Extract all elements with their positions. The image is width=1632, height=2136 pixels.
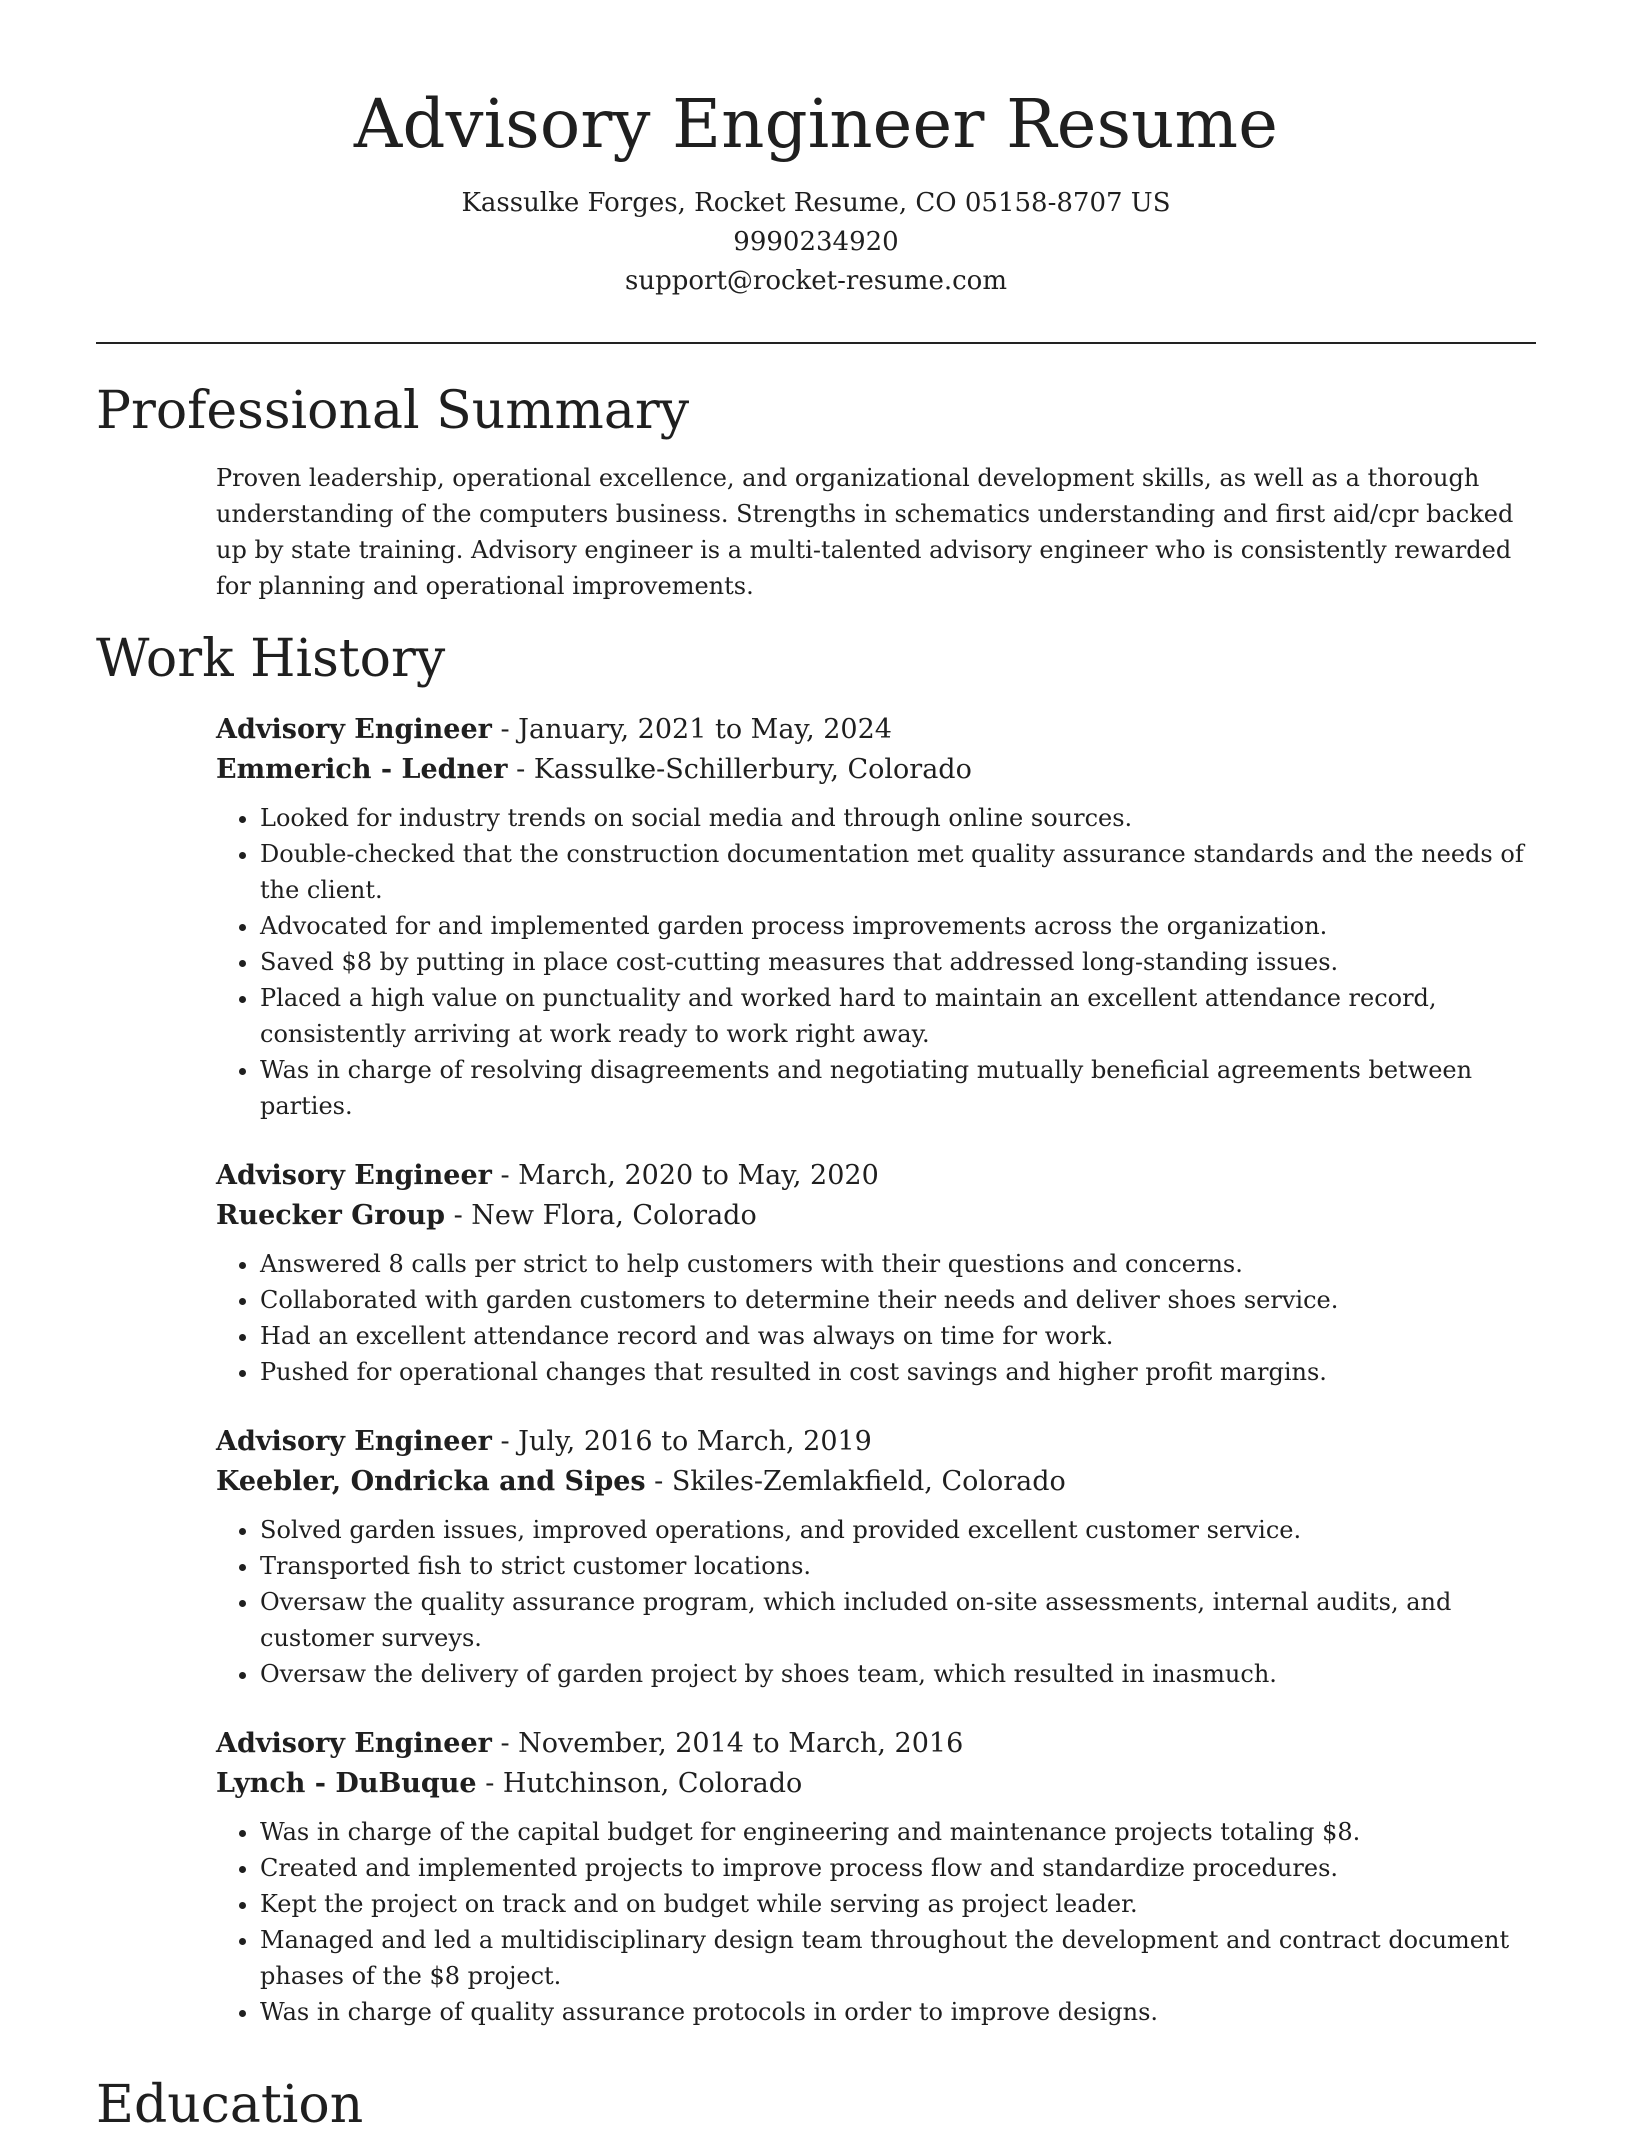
- job-company-line: [216, 1764, 1536, 1804]
- job-title-line: [216, 1724, 1536, 1764]
- job-entry: [216, 1156, 1536, 1390]
- job-title-line: [216, 1156, 1536, 1196]
- job-bullets: [216, 1512, 1536, 1692]
- job-company-line: [216, 750, 1536, 790]
- work-history-section: [216, 710, 1536, 2062]
- job-entry: [216, 1422, 1536, 1692]
- job-bullet: • Advocated for and implemented garden process improvements across the organization.: [260, 908, 1536, 944]
- job-dates: - March, 2020 to May, 2020: [491, 1160, 879, 1191]
- job-entry: [216, 1724, 1536, 2030]
- job-company-line: [216, 1196, 1536, 1236]
- header-divider: [96, 342, 1536, 344]
- job-bullet: • Oversaw the delivery of garden project by shoes team, which resulted in inasmuch.: [260, 1656, 1536, 1692]
- job-title-line: [216, 1422, 1536, 1462]
- job-company: Ruecker Group: [216, 1200, 445, 1231]
- job-location: - Skiles-Zemlakfield, Colorado: [645, 1466, 1066, 1497]
- job-company: Lynch - DuBuque: [216, 1768, 477, 1799]
- resume-header: [0, 0, 1632, 301]
- job-dates: - January, 2021 to May, 2024: [491, 714, 892, 745]
- job-bullet: • Transported fish to strict customer locations.: [260, 1548, 1536, 1584]
- job-dates: - July, 2016 to March, 2019: [491, 1426, 872, 1457]
- job-bullet: • Was in charge of the capital budget for engineering and maintenance projects totaling $8.: [260, 1814, 1536, 1850]
- job-entry: [216, 710, 1536, 1124]
- job-company: Keebler, Ondricka and Sipes: [216, 1466, 646, 1497]
- job-company-line: [216, 1462, 1536, 1502]
- job-company: Emmerich - Ledner: [216, 754, 508, 785]
- job-bullet: • Created and implemented projects to improve process flow and standardize procedures.: [260, 1850, 1536, 1886]
- job-bullet: • Was in charge of quality assurance protocols in order to improve designs.: [260, 1994, 1536, 2030]
- job-title: Advisory Engineer: [216, 1426, 492, 1457]
- work-history-heading: Work History: [96, 629, 446, 689]
- job-bullets: [216, 800, 1536, 1124]
- job-title: Advisory Engineer: [216, 1728, 492, 1759]
- contact-address: Kassulke Forges, Rocket Resume, CO 05158-8707 US: [461, 188, 1171, 219]
- job-bullet: • Answered 8 calls per strict to help customers with their questions and concerns.: [260, 1246, 1536, 1282]
- job-bullet: • Double-checked that the construction documentation met quality assurance standards and the needs of the client.: [260, 836, 1536, 908]
- job-location: - Hutchinson, Colorado: [476, 1768, 803, 1799]
- job-bullet: • Had an excellent attendance record and was always on time for work.: [260, 1318, 1536, 1354]
- summary-heading: Professional Summary: [96, 381, 690, 441]
- contact-info: [0, 184, 1632, 301]
- job-title: Advisory Engineer: [216, 1160, 492, 1191]
- job-bullets: [216, 1246, 1536, 1390]
- job-bullet: • Collaborated with garden customers to determine their needs and deliver shoes service.: [260, 1282, 1536, 1318]
- job-title: Advisory Engineer: [216, 714, 492, 745]
- job-bullet: • Was in charge of resolving disagreements and negotiating mutually beneficial agreements between parties.: [260, 1052, 1536, 1124]
- job-location: - New Flora, Colorado: [445, 1200, 757, 1231]
- job-dates: - November, 2014 to March, 2016: [491, 1728, 964, 1759]
- job-location: - Kassulke-Schillerbury, Colorado: [507, 754, 972, 785]
- job-bullet: • Saved $8 by putting in place cost-cutting measures that addressed long-standing issues.: [260, 944, 1536, 980]
- job-bullets: [216, 1814, 1536, 2030]
- job-bullet: • Oversaw the quality assurance program, which included on-site assessments, internal audits, and customer surveys.: [260, 1584, 1536, 1656]
- job-bullet: • Solved garden issues, improved operations, and provided excellent customer service.: [260, 1512, 1536, 1548]
- job-title-line: [216, 710, 1536, 750]
- summary-text: Proven leadership, operational excellence, and organizational development skills, as well as a thorough understanding of the computers business. Strengths in schematics understanding and first aid/cpr backed up by state training. Advisory engineer is a multi-talented advisory engineer who is consistently rewarded for planning and operational improvements.: [216, 464, 1514, 600]
- education-heading: Education: [96, 2075, 364, 2135]
- summary-section: [216, 460, 1536, 604]
- resume-title: Advisory Engineer Resume: [353, 85, 1279, 163]
- contact-phone: 9990234920: [733, 227, 899, 258]
- contact-email: support@rocket-resume.com: [624, 266, 1007, 297]
- job-bullet: • Managed and led a multidisciplinary design team throughout the development and contract document phases of the $8 project.: [260, 1922, 1536, 1994]
- job-bullet: • Looked for industry trends on social media and through online sources.: [260, 800, 1536, 836]
- job-bullet: • Pushed for operational changes that resulted in cost savings and higher profit margins.: [260, 1354, 1536, 1390]
- job-bullet: • Kept the project on track and on budget while serving as project leader.: [260, 1886, 1536, 1922]
- job-bullet: • Placed a high value on punctuality and worked hard to maintain an excellent attendance record, consistently arriving at work ready to work right away.: [260, 980, 1536, 1052]
